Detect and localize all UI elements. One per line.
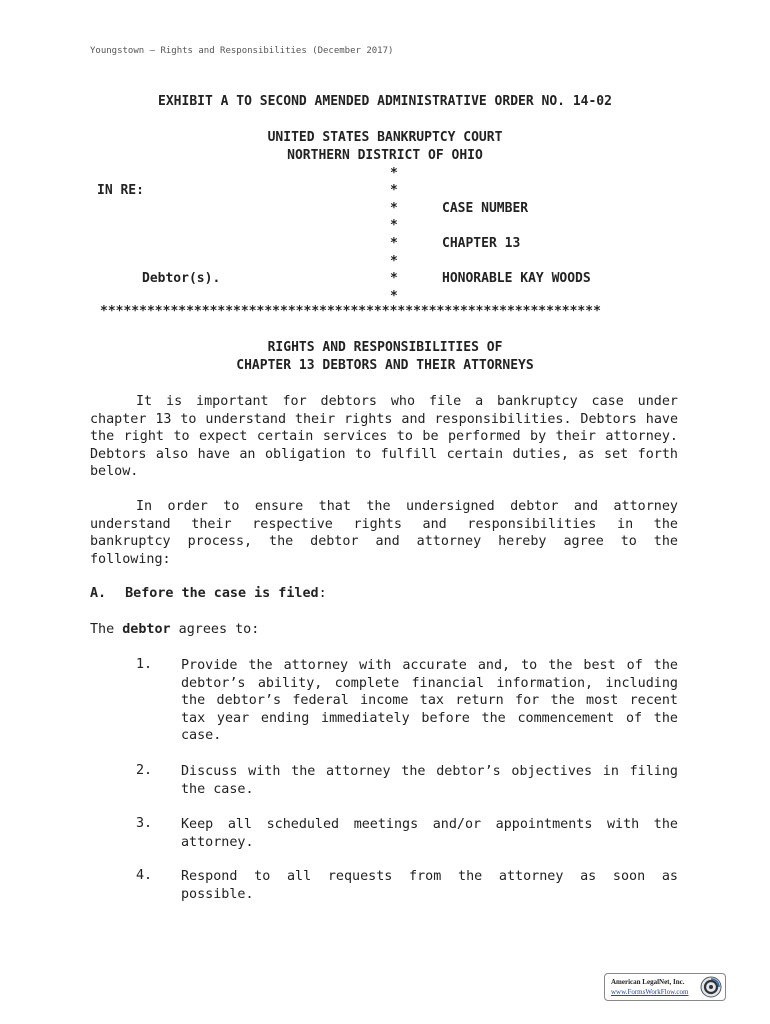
caption-star: * — [390, 254, 398, 269]
debtor-agrees-line — [90, 622, 259, 637]
document-title-line1: RIGHTS AND RESPONSIBILITIES OF — [267, 340, 503, 355]
section-a-heading — [90, 586, 327, 601]
badge-url[interactable]: www.FormsWorkFlow.com — [611, 988, 689, 996]
caption-star: * — [390, 236, 398, 251]
list-item-number: 1. — [136, 657, 153, 672]
debtor-label: Debtor(s). — [142, 271, 221, 286]
agrees-bold-debtor: debtor — [122, 622, 171, 637]
caption-star: * — [390, 183, 398, 198]
list-item-number: 3. — [136, 816, 153, 831]
chapter-label: CHAPTER 13 — [442, 236, 521, 251]
section-title: Before the case is filed — [125, 586, 319, 601]
agrees-suffix: agrees to: — [170, 622, 260, 637]
section-colon: : — [318, 586, 327, 601]
list-item-text: Keep all scheduled meetings and/or appointments with the attorney. — [181, 817, 678, 850]
list-item-number: 4. — [136, 868, 153, 883]
intro-paragraph: It is important for debtors who file a bankruptcy case under chapter 13 to understand their rights and responsibilities. Debtors have the right to expect certain services to be performed by their attorney. Debtors also have an obligation to fulfill certain duties, as set forth below. — [90, 394, 678, 480]
court-name: UNITED STATES BANKRUPTCY COURT — [267, 130, 503, 145]
caption-star: * — [390, 289, 398, 304]
badge-company: American LegalNet, Inc. — [611, 978, 685, 986]
running-header: Youngstown – Rights and Responsibilities (December 2017) — [90, 46, 394, 56]
list-item-number: 2. — [136, 763, 153, 778]
list-item-text: Provide the attorney with accurate and, to the best of the debtor’s ability, complete financial information, including the debtor’s federal income tax return for the most recent tax year ending immediately before the commencement of the case. — [181, 658, 678, 744]
list-item-text: Discuss with the attorney the debtor’s objectives in filing the case. — [181, 764, 678, 797]
section-letter: A. — [90, 586, 107, 601]
in-re-label: IN RE: — [97, 183, 144, 198]
caption-star: * — [390, 166, 398, 181]
legalnet-badge[interactable] — [604, 973, 726, 1001]
court-district: NORTHERN DISTRICT OF OHIO — [287, 148, 483, 163]
document-title-line2: CHAPTER 13 DEBTORS AND THEIR ATTORNEYS — [236, 358, 534, 373]
list-item-text: Respond to all requests from the attorney as soon as possible. — [181, 869, 678, 902]
caption-separator: **************************************************************** — [100, 304, 601, 319]
globe-logo-icon — [700, 976, 722, 998]
case-number-label: CASE NUMBER — [442, 201, 529, 216]
caption-star: * — [390, 218, 398, 233]
exhibit-title: EXHIBIT A TO SECOND AMENDED ADMINISTRATIVE ORDER NO. 14-02 — [158, 94, 612, 109]
caption-star: * — [390, 201, 398, 216]
caption-star: * — [390, 271, 398, 286]
judge-label: HONORABLE KAY WOODS — [442, 271, 591, 286]
agrees-prefix: The — [90, 622, 123, 637]
agreement-paragraph: In order to ensure that the undersigned debtor and attorney understand their respective rights and responsibilities in the bankruptcy process, the debtor and attorney hereby agree to the following: — [90, 499, 678, 567]
